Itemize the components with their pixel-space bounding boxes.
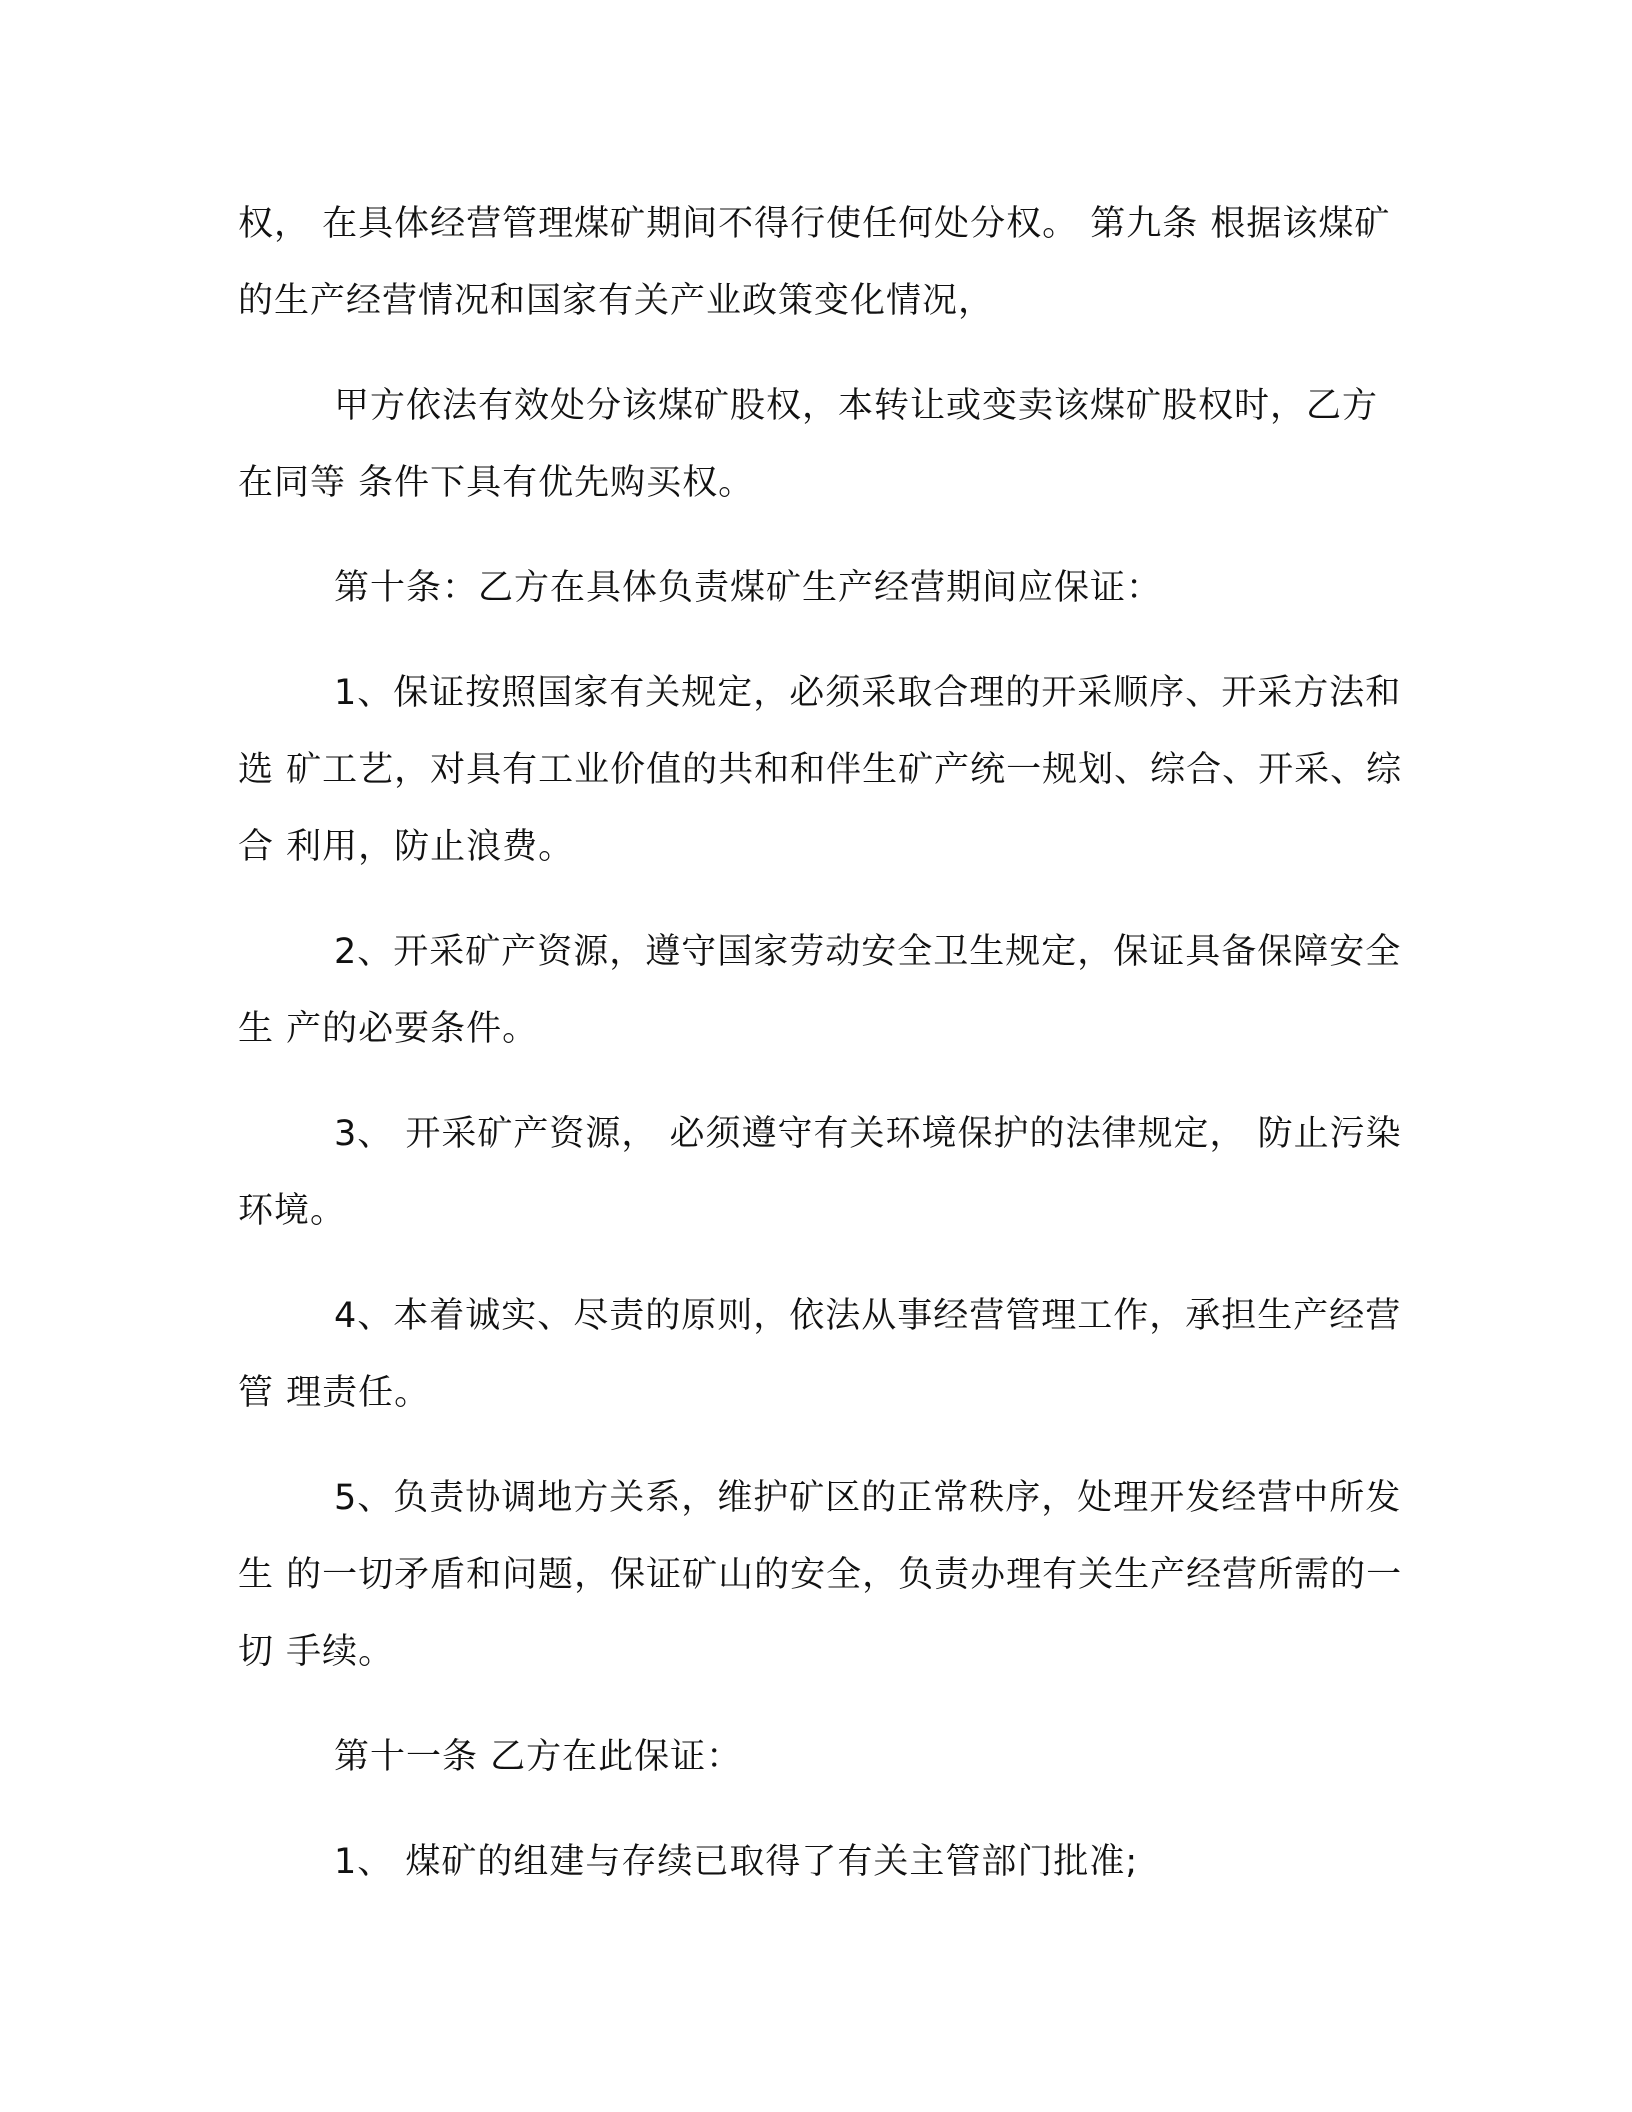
paragraph-article-10-item-5: 5、负责协调地方关系，维护矿区的正常秩序，处理开发经营中所发生 的一切矛盾和问题，保证矿山的安全，负责办理有关生产经营所需的一切 手续。 (238, 1478, 1403, 1672)
paragraph-article-10-item-3: 3、 开采矿产资源， 必须遵守有关环境保护的法律规定， 防止污染环境。 (238, 1114, 1402, 1231)
document-body (238, 186, 1408, 1901)
paragraph-article-11-heading: 第十一条 乙方在此保证： (334, 1737, 743, 1777)
paragraph-article-11-item-1: 1、 煤矿的组建与存续已取得了有关主管部门批准; (334, 1842, 1139, 1882)
paragraph-priority-purchase: 甲方依法有效处分该煤矿股权，本转让或变卖该煤矿股权时，乙方在同等 条件下具有优先购买权。 (238, 386, 1379, 503)
paragraph-article-9-continuation: 权， 在具体经营管理煤矿期间不得行使任何处分权。 第九条 根据该煤矿的生产经营情况和国家有关产业政策变化情况， (238, 204, 1391, 321)
paragraph-article-10-item-4: 4、本着诚实、尽责的原则，依法从事经营管理工作，承担生产经营管 理责任。 (238, 1296, 1402, 1413)
paragraph-article-10-heading: 第十条：乙方在具体负责煤矿生产经营期间应保证： (334, 568, 1163, 608)
paragraph-article-10-item-2: 2、开采矿产资源，遵守国家劳动安全卫生规定，保证具备保障安全生 产的必要条件。 (238, 932, 1402, 1049)
paragraph-article-10-item-1: 1、保证按照国家有关规定，必须采取合理的开采顺序、开采方法和选 矿工艺，对具有工业价值的共和和伴生矿产统一规划、综合、开采、综合 利用，防止浪费。 (238, 673, 1403, 867)
